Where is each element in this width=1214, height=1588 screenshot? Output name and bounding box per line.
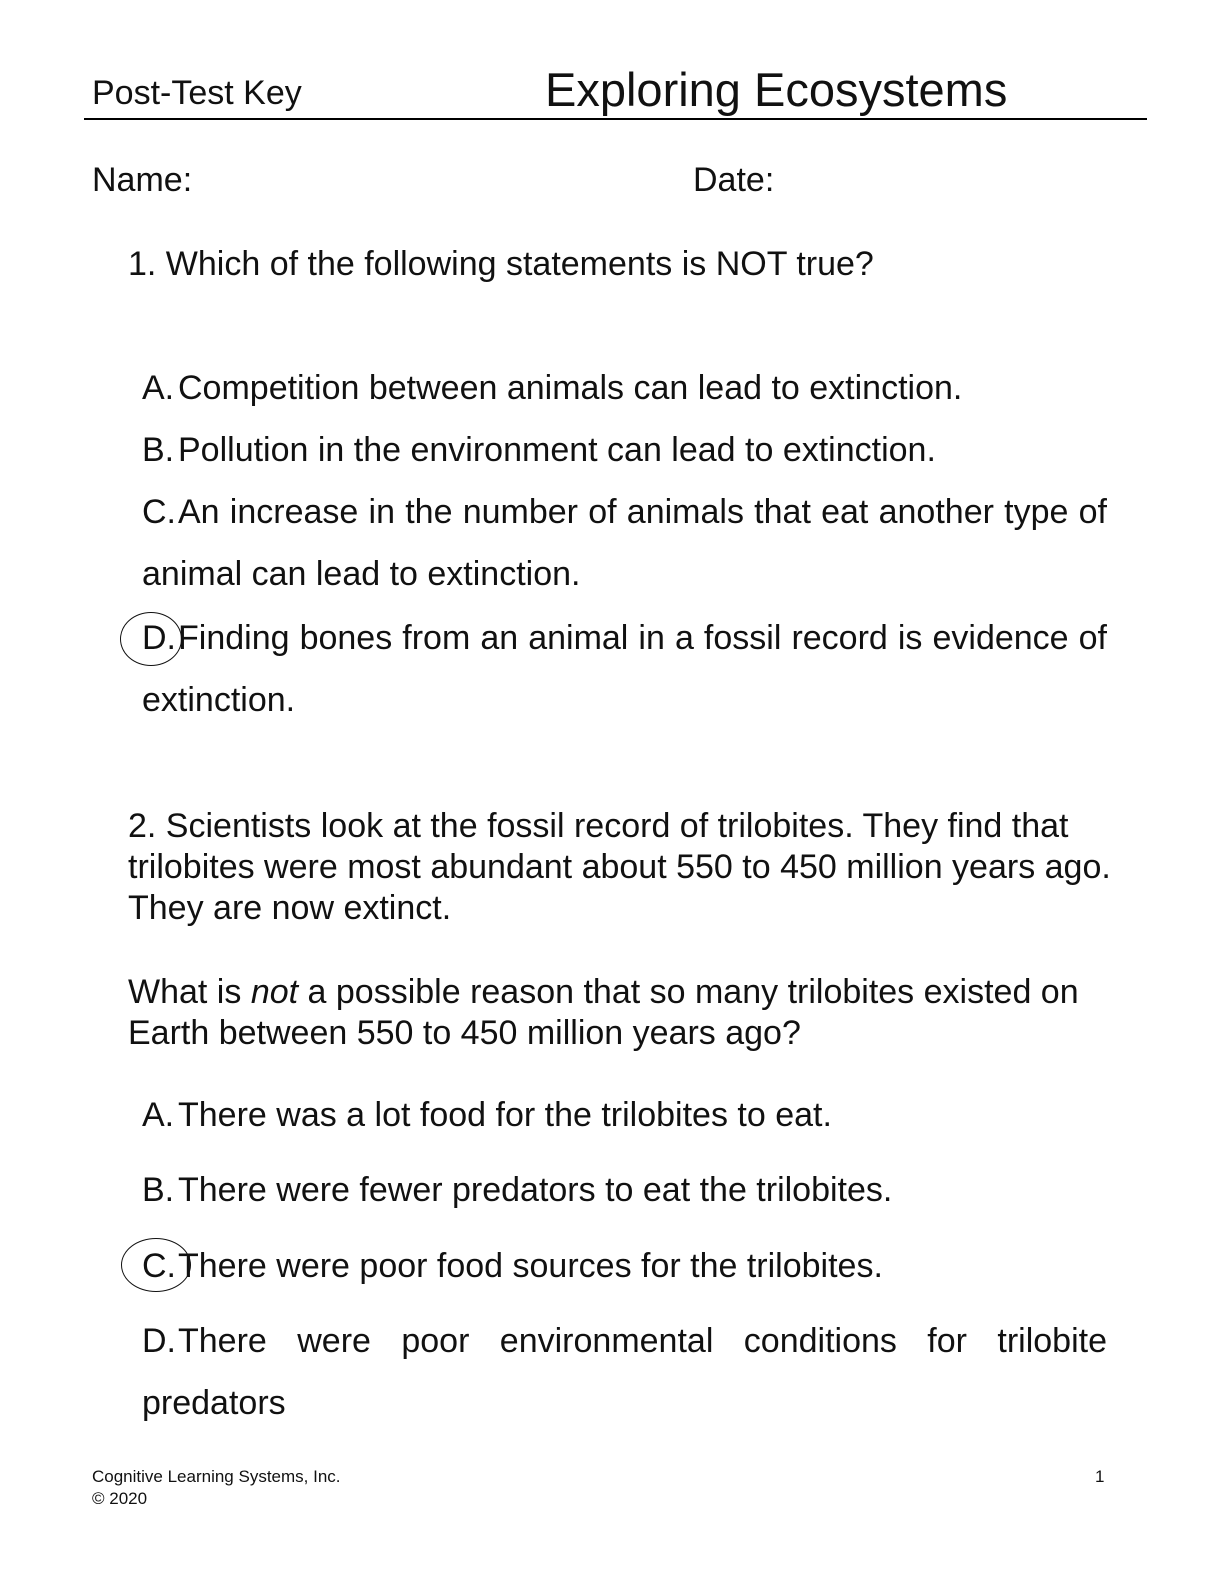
page-number: 1	[1095, 1467, 1105, 1486]
question-1-option-a	[142, 357, 1107, 419]
question-1-option-c	[142, 481, 1107, 605]
option-letter: A.	[142, 369, 175, 407]
option-text: There was a lot food for the trilobites to eat.	[178, 1096, 832, 1134]
footer-copyright: © 2020	[92, 1489, 148, 1508]
page-title: Exploring Ecosystems	[545, 63, 1008, 116]
question-2-option-b	[142, 1159, 1107, 1221]
answer-circle-mark	[121, 1238, 191, 1292]
option-text: There were fewer predators to eat the trilobites.	[178, 1171, 893, 1209]
answer-circle-mark	[120, 612, 182, 666]
question-2-text: 2. Scientists look at the fossil record of trilobites. They find that trilobites were most abundant about 550 to 450 million years ago. They are now extinct.	[128, 807, 1111, 927]
question-1-text: 1. Which of the following statements is NOT true?	[128, 245, 874, 283]
option-text: Pollution in the environment can lead to extinction.	[178, 431, 936, 469]
question-2-option-a	[142, 1084, 1107, 1146]
option-letter: A.	[142, 1096, 175, 1134]
option-letter: B.	[142, 1171, 175, 1209]
question-1-option-b	[142, 419, 1107, 481]
option-text: There were poor environmental conditions for trilobite predators	[142, 1322, 1107, 1422]
question-2-prompt	[128, 972, 1118, 1054]
date-field-label: Date:	[693, 161, 775, 199]
prompt-emphasis: not	[250, 973, 299, 1011]
option-text: An increase in the number of animals that eat another type of animal can lead to extinction.	[142, 493, 1107, 593]
option-letter: D.	[142, 619, 176, 657]
prompt-text: What is	[128, 973, 251, 1011]
post-test-key-label: Post-Test Key	[92, 74, 302, 112]
footer-company: Cognitive Learning Systems, Inc.	[92, 1467, 341, 1486]
name-field-label: Name:	[92, 161, 193, 199]
option-letter: B.	[142, 431, 175, 469]
question-2-option-c	[142, 1235, 1107, 1297]
option-text: Competition between animals can lead to extinction.	[178, 369, 963, 407]
option-letter: C.	[142, 1247, 176, 1285]
question-1-option-d	[142, 607, 1107, 731]
header-divider	[84, 118, 1147, 120]
question-2-option-d	[142, 1310, 1107, 1434]
prompt-text: a possible reason that so many trilobites existed on Earth between 550 to 450 million years ago?	[128, 973, 1079, 1052]
option-letter: C.	[142, 493, 176, 531]
option-text: There were poor food sources for the trilobites.	[178, 1247, 883, 1285]
option-text: Finding bones from an animal in a fossil record is evidence of extinction.	[142, 619, 1107, 719]
option-letter: D.	[142, 1322, 176, 1360]
